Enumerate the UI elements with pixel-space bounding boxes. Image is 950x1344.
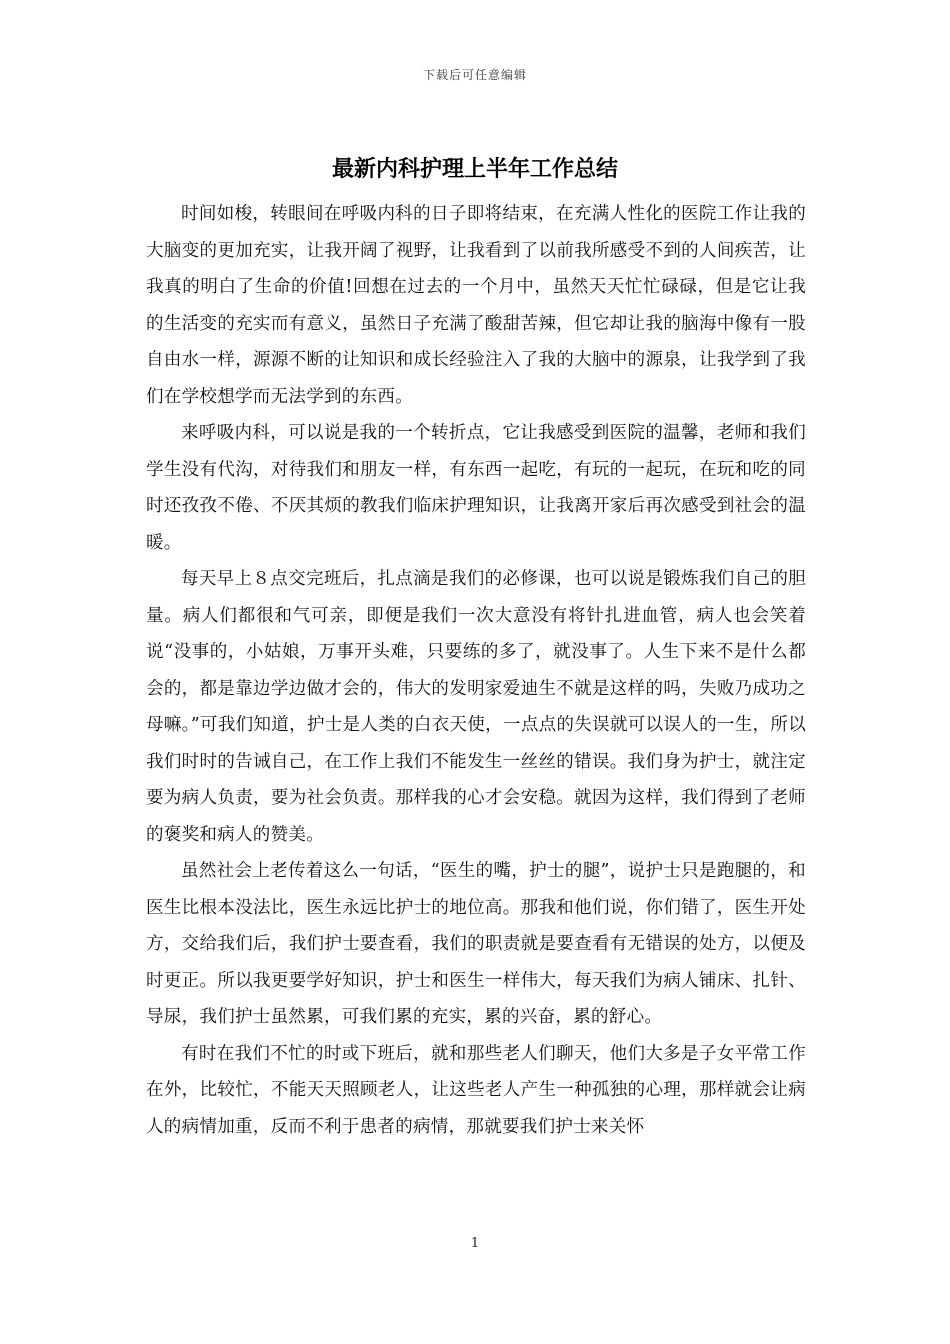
paragraph: 来呼吸内科，可以说是我的一个转折点，它让我感受到医院的温馨，老师和我们学生没有代沟，对待我们和朋友一样，有东西一起吃，有玩的一起玩，在玩和吃的同时还孜孜不倦、不厌其烦的教我们临床护理知识，让我离开家后再次感受到社会的温暖。 bbox=[146, 423, 806, 553]
page-number: 1 bbox=[470, 1236, 480, 1251]
paragraph: 有时在我们不忙的时或下班后，就和那些老人们聊天，他们大多是子女平常工作在外，比较忙，不能天天照顾老人，让这些老人产生一种孤独的心理，那样就会让病人的病情加重，反而不利于患者的病情，那就要我们护士来关怀 bbox=[146, 1043, 806, 1137]
paragraph: 时间如梭，转眼间在呼吸内科的日子即将结束，在充满人性化的医院工作让我的大脑变的更加充实，让我开阔了视野，让我看到了以前我所感受不到的人间疾苦，让我真的明白了生命的价值!回想在过去的一个月中，虽然天天忙忙碌碌，但是它让我的生活变的充实而有意义，虽然日子充满了酸甜苦辣，但它却让我的脑海中像有一股自由水一样，源源不断的让知识和成长经验注入了我的大脑中的源泉，让我学到了我们在学校想学而无法学到的东西。 bbox=[146, 204, 806, 407]
paragraph: 每天早上８点交完班后，扎点滴是我们的必修课，也可以说是锻炼我们自己的胆量。病人们都很和气可亲，即便是我们一次大意没有将针扎进血管，病人也会笑着说“没事的，小姑娘，万事开头难，只要练的多了，就没事了。人生下来不是什么都会的，都是靠边学边做才会的，伟大的发明家爱迪生不就是这样的吗，失败乃成功之母嘛。”可我们知道，护士是人类的白衣天使，一点点的失误就可以误人的一生，所以我们时时的告诫自己，在工作上我们不能发生一丝丝的错误。我们身为护士，就注定要为病人负责，要为社会负责。那样我的心才会安稳。就因为这样，我们得到了老师的褒奖和病人的赞美。 bbox=[146, 569, 806, 845]
document-title: 最新内科护理上半年工作总结 bbox=[331, 157, 618, 182]
document-body bbox=[146, 196, 806, 1145]
header-note: 下载后可任意编辑 bbox=[422, 68, 527, 82]
paragraph: 虽然社会上老传着这么一句话，“医生的嘴，护士的腿”，说护士只是跑腿的，和医生比根本没法比，医生永远比护士的地位高。那我和他们说，你们错了，医生开处方，交给我们后，我们护士要查看，我们的职责就是要查看有无错误的处方，以便及时更正。所以我更要学好知识，护士和医生一样伟大，每天我们为病人铺床、扎针、导尿，我们护士虽然累，可我们累的充实，累的兴奋，累的舒心。 bbox=[146, 861, 806, 1027]
